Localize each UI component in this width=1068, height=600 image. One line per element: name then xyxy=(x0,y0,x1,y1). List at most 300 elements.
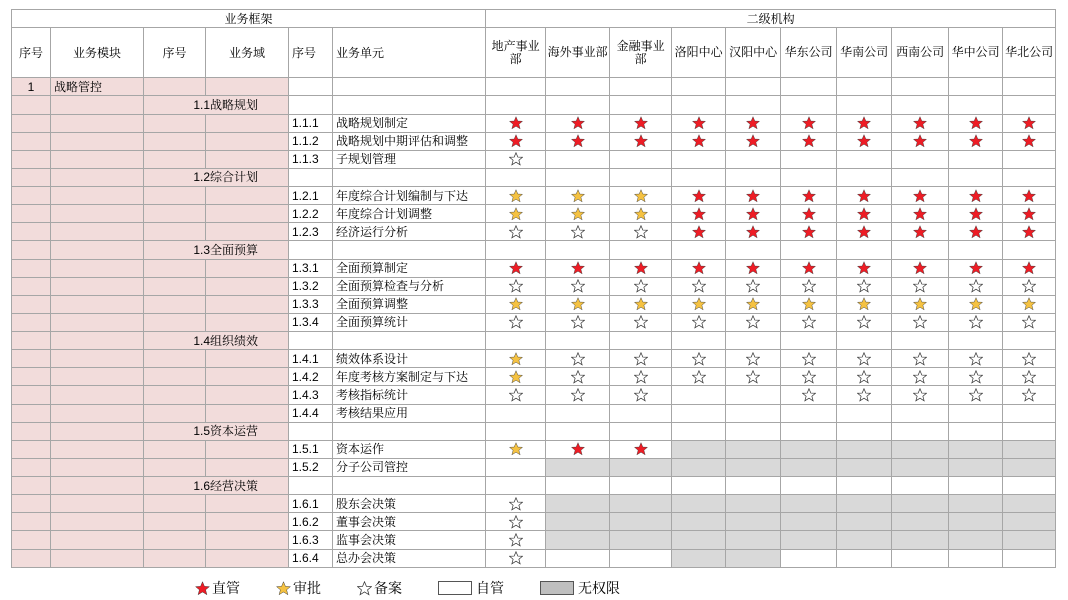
item-no: 1.3.2 xyxy=(289,277,333,295)
red-star-icon xyxy=(746,189,760,203)
authority-cell xyxy=(726,132,781,150)
self-managed-cell xyxy=(672,386,726,404)
authority-cell xyxy=(837,313,892,331)
authority-cell xyxy=(610,386,672,404)
no-permission-cell xyxy=(672,440,726,458)
authority-cell xyxy=(546,440,610,458)
table-row xyxy=(12,223,1056,241)
self-managed-cell xyxy=(949,150,1003,168)
authority-cell xyxy=(726,313,781,331)
authority-cell xyxy=(949,223,1003,241)
outline-star-icon xyxy=(509,279,523,293)
self-managed-cell xyxy=(610,404,672,422)
self-managed-cell xyxy=(781,150,837,168)
table-row xyxy=(12,513,1056,531)
authority-cell xyxy=(892,114,949,132)
yellow-star-icon xyxy=(634,207,648,221)
table-row xyxy=(12,150,1056,168)
authority-cell xyxy=(486,277,546,295)
legend-self xyxy=(438,578,504,598)
item-no: 1.3.1 xyxy=(289,259,333,277)
col-no2: 序号 xyxy=(144,28,206,78)
authority-cell xyxy=(610,132,672,150)
outline-star-icon xyxy=(802,279,816,293)
table-row xyxy=(12,295,1056,313)
authority-cell xyxy=(486,368,546,386)
authority-cell xyxy=(837,132,892,150)
authority-cell xyxy=(672,313,726,331)
authority-cell xyxy=(726,259,781,277)
red-star-icon xyxy=(634,442,648,456)
col-domain: 业务域 xyxy=(206,28,289,78)
org-header: 华中公司 xyxy=(949,28,1003,78)
org-header: 地产事业部 xyxy=(486,28,546,78)
red-star-icon xyxy=(1022,261,1036,275)
authority-cell xyxy=(949,114,1003,132)
self-managed-cell xyxy=(837,150,892,168)
item-no: 1.2.3 xyxy=(289,223,333,241)
yellow-star-icon xyxy=(969,297,983,311)
no-permission-cell xyxy=(892,513,949,531)
no-permission-cell xyxy=(837,458,892,476)
authority-cell xyxy=(672,368,726,386)
group-row xyxy=(12,241,1056,259)
org-header: 西南公司 xyxy=(892,28,949,78)
org-header: 洛阳中心 xyxy=(672,28,726,78)
col-module: 业务模块 xyxy=(51,28,144,78)
no-permission-cell xyxy=(892,531,949,549)
no-permission-cell xyxy=(610,531,672,549)
group-row xyxy=(12,477,1056,495)
authority-cell xyxy=(837,114,892,132)
red-star-icon xyxy=(857,225,871,239)
red-star-icon xyxy=(571,261,585,275)
red-star-icon xyxy=(1022,189,1036,203)
authority-cell xyxy=(610,187,672,205)
authority-cell xyxy=(610,223,672,241)
no-permission-cell xyxy=(781,495,837,513)
item-no: 1.6.3 xyxy=(289,531,333,549)
authority-cell xyxy=(546,114,610,132)
no-permission-cell xyxy=(1003,531,1056,549)
org-header: 海外事业部 xyxy=(546,28,610,78)
item-name: 战略规划制定 xyxy=(333,114,486,132)
authority-cell xyxy=(546,205,610,223)
red-star-icon xyxy=(913,225,927,239)
item-no: 1.1.2 xyxy=(289,132,333,150)
outline-star-icon xyxy=(1022,315,1036,329)
outline-star-icon xyxy=(509,515,523,529)
legend-direct xyxy=(195,578,240,598)
red-star-icon xyxy=(802,207,816,221)
outline-star-icon xyxy=(913,315,927,329)
self-managed-cell xyxy=(1003,549,1056,567)
red-star-icon xyxy=(802,134,816,148)
item-name: 考核指标统计 xyxy=(333,386,486,404)
authority-cell xyxy=(781,313,837,331)
self-managed-cell xyxy=(486,404,546,422)
authority-cell xyxy=(486,350,546,368)
authority-cell xyxy=(672,277,726,295)
outline-star-icon xyxy=(913,370,927,384)
self-managed-cell xyxy=(837,549,892,567)
authority-cell xyxy=(486,549,546,567)
authority-cell xyxy=(610,114,672,132)
red-star-icon xyxy=(913,189,927,203)
authority-cell xyxy=(672,259,726,277)
outline-star-icon xyxy=(857,279,871,293)
red-star-icon xyxy=(571,134,585,148)
red-star-icon xyxy=(692,261,706,275)
no-permission-cell xyxy=(837,495,892,513)
legend-record-label: 备案 xyxy=(374,580,402,596)
group-label: 1.4组织绩效 xyxy=(144,332,289,350)
item-no: 1.6.1 xyxy=(289,495,333,513)
group-label: 1.3全面预算 xyxy=(144,241,289,259)
table-row xyxy=(12,549,1056,567)
item-name: 分子公司管控 xyxy=(333,458,486,476)
authority-cell xyxy=(1003,187,1056,205)
item-no: 1.5.1 xyxy=(289,440,333,458)
col-unit: 业务单元 xyxy=(333,28,486,78)
outline-star-icon xyxy=(509,497,523,511)
outline-star-icon xyxy=(571,279,585,293)
no-permission-cell xyxy=(610,495,672,513)
authority-cell xyxy=(781,223,837,241)
item-no: 1.6.4 xyxy=(289,549,333,567)
authority-cell xyxy=(486,187,546,205)
yellow-star-icon xyxy=(746,297,760,311)
outline-star-icon xyxy=(634,225,648,239)
authority-cell xyxy=(1003,295,1056,313)
authority-cell xyxy=(781,259,837,277)
authority-cell xyxy=(672,350,726,368)
authority-cell xyxy=(949,313,1003,331)
self-managed-cell xyxy=(892,150,949,168)
red-star-icon xyxy=(969,225,983,239)
red-star-icon xyxy=(802,116,816,130)
outline-star-icon xyxy=(571,352,585,366)
authority-cell xyxy=(672,187,726,205)
no-permission-cell xyxy=(1003,440,1056,458)
red-star-icon xyxy=(802,189,816,203)
item-no: 1.4.2 xyxy=(289,368,333,386)
section-name: 战略管控 xyxy=(51,78,144,96)
item-name: 年度考核方案制定与下达 xyxy=(333,368,486,386)
red-star-icon xyxy=(857,189,871,203)
no-permission-cell xyxy=(949,495,1003,513)
table-row xyxy=(12,187,1056,205)
no-permission-cell xyxy=(949,458,1003,476)
red-star-icon xyxy=(634,116,648,130)
authority-cell xyxy=(726,368,781,386)
authority-cell xyxy=(781,114,837,132)
item-name: 年度综合计划编制与下达 xyxy=(333,187,486,205)
outline-star-icon xyxy=(1022,370,1036,384)
authority-cell xyxy=(546,223,610,241)
red-star-icon xyxy=(692,207,706,221)
authority-cell xyxy=(781,132,837,150)
authority-cell xyxy=(1003,132,1056,150)
authority-cell xyxy=(949,187,1003,205)
authority-cell xyxy=(610,295,672,313)
self-managed-cell xyxy=(892,549,949,567)
authority-cell xyxy=(546,187,610,205)
red-star-icon xyxy=(746,225,760,239)
outline-star-icon xyxy=(913,279,927,293)
authority-cell xyxy=(1003,259,1056,277)
item-name: 全面预算制定 xyxy=(333,259,486,277)
red-star-icon xyxy=(571,116,585,130)
authority-cell xyxy=(892,277,949,295)
authority-cell xyxy=(486,259,546,277)
authority-cell xyxy=(837,368,892,386)
outline-star-icon xyxy=(509,533,523,547)
legend-none xyxy=(540,578,620,598)
authority-cell xyxy=(837,277,892,295)
authority-cell xyxy=(486,440,546,458)
authority-cell xyxy=(892,368,949,386)
authority-cell xyxy=(781,205,837,223)
outline-star-icon xyxy=(692,370,706,384)
item-name: 绩效体系设计 xyxy=(333,350,486,368)
self-managed-cell xyxy=(672,150,726,168)
authority-cell xyxy=(610,277,672,295)
yellow-star-icon xyxy=(509,442,523,456)
item-no: 1.4.3 xyxy=(289,386,333,404)
no-permission-cell xyxy=(672,531,726,549)
no-permission-cell xyxy=(949,440,1003,458)
authority-cell xyxy=(949,295,1003,313)
org-header: 华东公司 xyxy=(781,28,837,78)
outline-star-icon xyxy=(571,388,585,402)
outline-star-icon xyxy=(509,551,523,565)
no-permission-cell xyxy=(892,440,949,458)
authority-cell xyxy=(486,205,546,223)
table-row xyxy=(12,277,1056,295)
self-managed-cell xyxy=(672,404,726,422)
item-no: 1.2.1 xyxy=(289,187,333,205)
no-permission-cell xyxy=(837,531,892,549)
item-no: 1.2.2 xyxy=(289,205,333,223)
authority-cell xyxy=(837,223,892,241)
authority-cell xyxy=(892,350,949,368)
outline-star-icon xyxy=(1022,352,1036,366)
legend-direct-label: 直管 xyxy=(212,580,240,596)
red-star-icon xyxy=(634,261,648,275)
level2-header: 二级机构 xyxy=(486,10,1056,28)
yellow-star-icon xyxy=(509,370,523,384)
no-permission-cell xyxy=(610,458,672,476)
no-permission-cell xyxy=(781,513,837,531)
authority-cell xyxy=(781,295,837,313)
authority-cell xyxy=(892,295,949,313)
outline-star-icon xyxy=(634,352,648,366)
gray-box-icon xyxy=(540,581,574,595)
yellow-star-icon xyxy=(571,297,585,311)
table-row xyxy=(12,458,1056,476)
no-permission-cell xyxy=(672,495,726,513)
authority-cell xyxy=(486,114,546,132)
red-star-icon xyxy=(746,207,760,221)
red-star-icon xyxy=(692,116,706,130)
org-header: 华南公司 xyxy=(837,28,892,78)
outline-star-icon xyxy=(634,388,648,402)
yellow-star-icon xyxy=(276,581,291,596)
outline-star-icon xyxy=(913,352,927,366)
yellow-star-icon xyxy=(509,189,523,203)
authority-cell xyxy=(486,132,546,150)
outline-star-icon xyxy=(969,388,983,402)
self-managed-cell xyxy=(726,404,781,422)
red-star-icon xyxy=(969,189,983,203)
yellow-star-icon xyxy=(571,189,585,203)
outline-star-icon xyxy=(746,279,760,293)
no-permission-cell xyxy=(1003,513,1056,531)
item-no: 1.3.4 xyxy=(289,313,333,331)
authority-cell xyxy=(726,114,781,132)
authority-cell xyxy=(726,205,781,223)
red-star-icon xyxy=(857,116,871,130)
outline-star-icon xyxy=(509,388,523,402)
authority-cell xyxy=(546,313,610,331)
item-name: 战略规划中期评估和调整 xyxy=(333,132,486,150)
no-permission-cell xyxy=(672,458,726,476)
item-no: 1.4.4 xyxy=(289,404,333,422)
authority-cell xyxy=(837,350,892,368)
authority-cell xyxy=(892,223,949,241)
authority-cell xyxy=(837,386,892,404)
authority-cell xyxy=(949,368,1003,386)
authority-cell xyxy=(1003,205,1056,223)
yellow-star-icon xyxy=(571,207,585,221)
no-permission-cell xyxy=(1003,458,1056,476)
self-managed-cell xyxy=(726,150,781,168)
self-managed-cell xyxy=(486,458,546,476)
item-no: 1.1.1 xyxy=(289,114,333,132)
item-name: 全面预算检查与分析 xyxy=(333,277,486,295)
authority-cell xyxy=(1003,223,1056,241)
no-permission-cell xyxy=(546,458,610,476)
group-row xyxy=(12,332,1056,350)
table-row xyxy=(12,313,1056,331)
item-name: 董事会决策 xyxy=(333,513,486,531)
legend-approve xyxy=(276,578,321,598)
outline-star-icon xyxy=(1022,388,1036,402)
outline-star-icon xyxy=(1022,279,1036,293)
no-permission-cell xyxy=(546,495,610,513)
authority-cell xyxy=(1003,350,1056,368)
item-no: 1.1.3 xyxy=(289,150,333,168)
outline-star-icon xyxy=(692,315,706,329)
outline-star-icon xyxy=(634,279,648,293)
authority-cell xyxy=(672,114,726,132)
section-no: 1 xyxy=(12,78,51,96)
yellow-star-icon xyxy=(913,297,927,311)
outline-star-icon xyxy=(746,370,760,384)
red-star-icon xyxy=(1022,207,1036,221)
authority-cell xyxy=(1003,277,1056,295)
authority-cell xyxy=(1003,368,1056,386)
red-star-icon xyxy=(913,134,927,148)
authority-cell xyxy=(781,277,837,295)
authority-cell xyxy=(672,223,726,241)
red-star-icon xyxy=(802,261,816,275)
authority-cell xyxy=(949,132,1003,150)
red-star-icon xyxy=(692,225,706,239)
outline-star-icon xyxy=(969,315,983,329)
group-label: 1.2综合计划 xyxy=(144,168,289,186)
group-row xyxy=(12,168,1056,186)
red-star-icon xyxy=(969,116,983,130)
outline-star-icon xyxy=(571,225,585,239)
outline-star-icon xyxy=(802,352,816,366)
group-row xyxy=(12,96,1056,114)
white-box-icon xyxy=(438,581,472,595)
item-name: 监事会决策 xyxy=(333,531,486,549)
yellow-star-icon xyxy=(802,297,816,311)
red-star-icon xyxy=(634,134,648,148)
authority-cell xyxy=(837,205,892,223)
self-managed-cell xyxy=(781,404,837,422)
authority-cell xyxy=(486,150,546,168)
item-name: 经济运行分析 xyxy=(333,223,486,241)
red-star-icon xyxy=(692,134,706,148)
self-managed-cell xyxy=(610,150,672,168)
table-row xyxy=(12,440,1056,458)
no-permission-cell xyxy=(546,513,610,531)
legend xyxy=(195,578,656,598)
authority-cell xyxy=(486,386,546,404)
authority-cell xyxy=(726,187,781,205)
red-star-icon xyxy=(692,189,706,203)
self-managed-cell xyxy=(837,404,892,422)
authority-cell xyxy=(781,350,837,368)
red-star-icon xyxy=(969,261,983,275)
authority-cell xyxy=(1003,114,1056,132)
authority-matrix xyxy=(11,9,1056,568)
item-no: 1.3.3 xyxy=(289,295,333,313)
yellow-star-icon xyxy=(509,297,523,311)
red-star-icon xyxy=(746,134,760,148)
yellow-star-icon xyxy=(857,297,871,311)
outline-star-icon xyxy=(509,152,523,166)
authority-cell xyxy=(781,386,837,404)
no-permission-cell xyxy=(726,458,781,476)
table-row xyxy=(12,404,1056,422)
red-star-icon xyxy=(195,581,210,596)
yellow-star-icon xyxy=(692,297,706,311)
no-permission-cell xyxy=(781,458,837,476)
no-permission-cell xyxy=(726,549,781,567)
authority-cell xyxy=(610,205,672,223)
legend-none-label: 无权限 xyxy=(578,580,620,596)
item-no: 1.5.2 xyxy=(289,458,333,476)
authority-cell xyxy=(672,132,726,150)
red-star-icon xyxy=(913,261,927,275)
authority-cell xyxy=(892,386,949,404)
org-header: 汉阳中心 xyxy=(726,28,781,78)
outline-star-icon xyxy=(802,388,816,402)
outline-star-icon xyxy=(571,315,585,329)
legend-approve-label: 审批 xyxy=(293,580,321,596)
red-star-icon xyxy=(913,207,927,221)
outline-star-icon xyxy=(857,352,871,366)
self-managed-cell xyxy=(949,549,1003,567)
authority-cell xyxy=(672,205,726,223)
authority-cell xyxy=(486,495,546,513)
item-name: 年度综合计划调整 xyxy=(333,205,486,223)
